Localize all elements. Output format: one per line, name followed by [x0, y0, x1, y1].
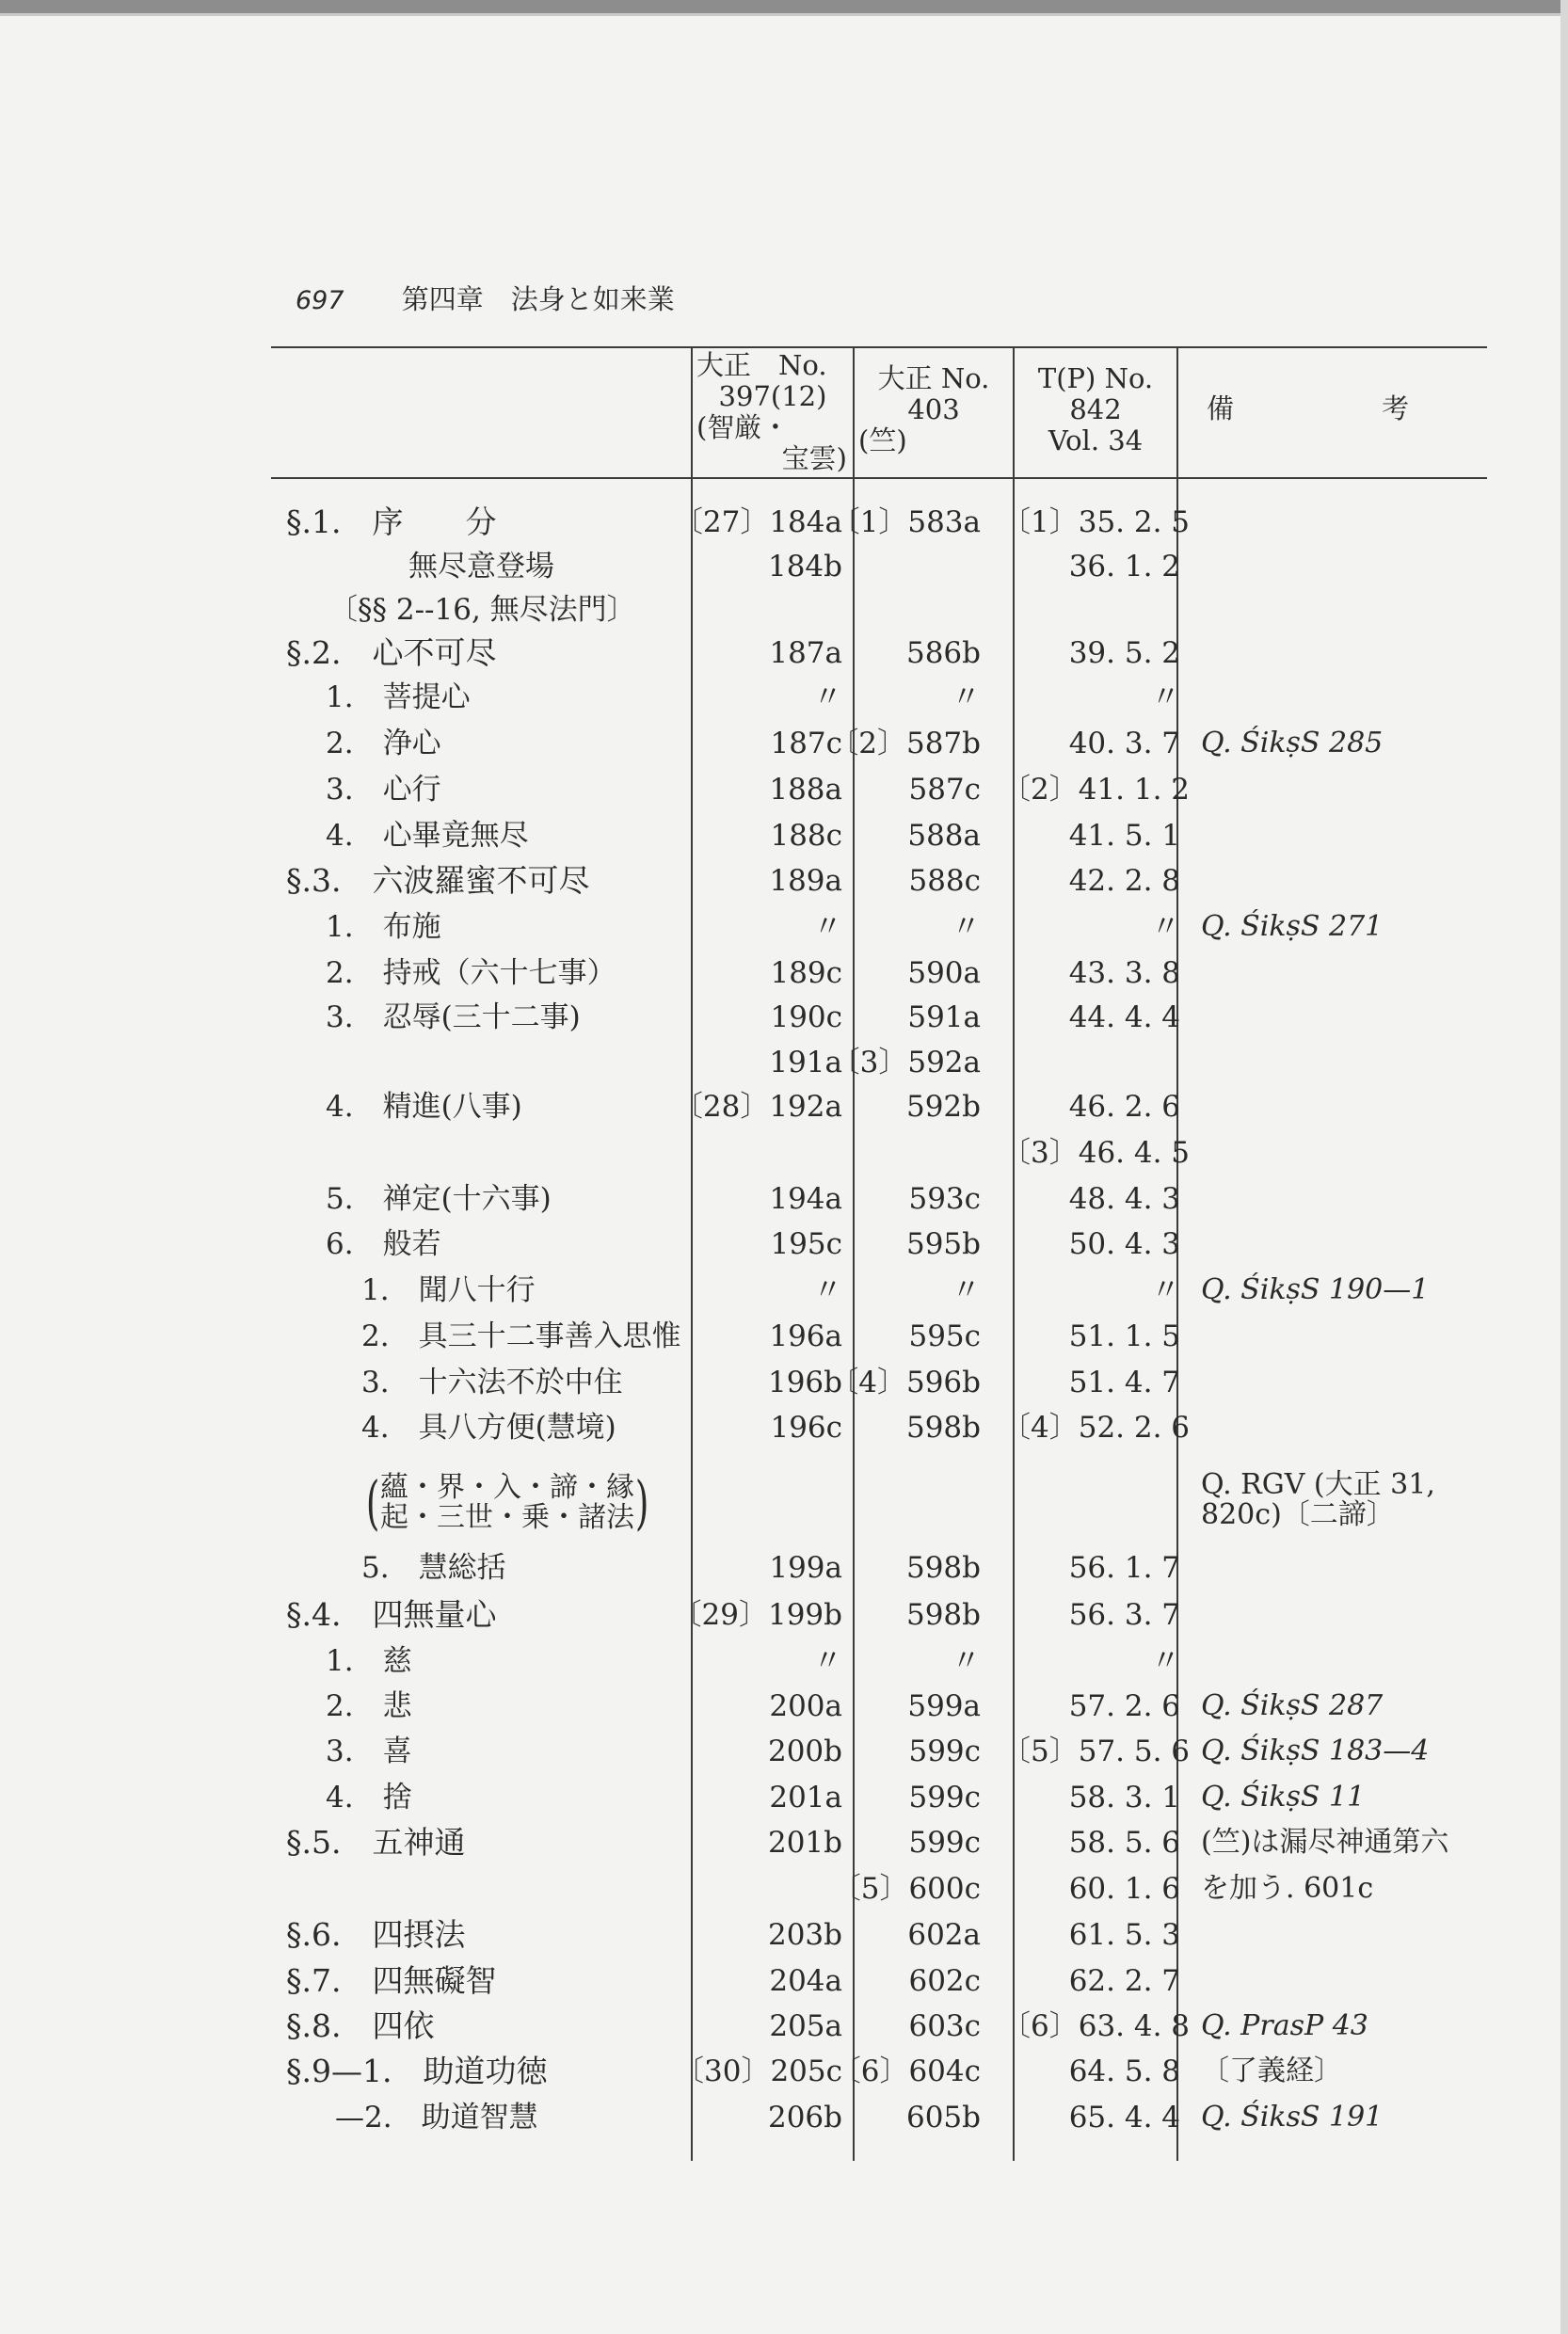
col1-ref: 204a [769, 1964, 842, 1998]
col3-ref: 51. 4. 7 [1068, 1366, 1180, 1399]
col3-ref: 58. 3. 1 [1068, 1781, 1180, 1814]
col1-ref: 189c [770, 956, 842, 990]
note: Q. ŚikṣS 190—1 [1201, 1273, 1430, 1306]
row-label: §.3. 六波羅蜜不可尽 [286, 862, 590, 899]
note: Q. ŚiksS 191 [1201, 2101, 1384, 2134]
col3-ref: 44. 4. 4 [1068, 1000, 1180, 1034]
note: 〔了義経〕 [1201, 2054, 1342, 2087]
col3-ref: 48. 4. 3 [1068, 1182, 1180, 1216]
row-label: 3. 心行 [326, 773, 441, 807]
row-label: —2. 助道智慧 [335, 2101, 538, 2134]
col3-ref: 56. 1. 7 [1068, 1551, 1180, 1585]
col3-ref: 〃 [1151, 910, 1180, 944]
col2-ref: 598b [905, 1598, 981, 1632]
note: Q. ŚikṣS 271 [1201, 910, 1384, 943]
col3-ref: 60. 1. 6 [1068, 1872, 1180, 1906]
col2-ref: 〔1〕583a [830, 505, 981, 539]
col1-ref: 188a [769, 773, 842, 807]
row-label: 2. 浄心 [326, 727, 441, 760]
col2-ref: 〃 [952, 910, 981, 944]
col3-ref: 57. 2. 6 [1068, 1689, 1180, 1723]
col1-ref: 206b [767, 2101, 842, 2134]
col1-ref: 〃 [813, 1273, 842, 1307]
col3-ref: 41. 5. 1 [1068, 819, 1180, 853]
col3-ref: 〔5〕57. 5. 6 [1001, 1735, 1191, 1768]
col1-ref: 〔30〕205c [675, 2054, 842, 2088]
table-top-rule [271, 346, 1487, 348]
col2-ref: 〔5〕600c [831, 1872, 981, 1906]
col2-ref: 591a [907, 1000, 981, 1034]
row-label: 4. 具八方便(慧境) [361, 1411, 616, 1445]
rgv-note [1201, 1470, 1435, 1530]
col2-ref: 599a [907, 1689, 981, 1723]
col1-ref: 184b [767, 550, 842, 584]
row-label: 6. 般若 [326, 1227, 441, 1261]
col1-header-line: 宝雲) [781, 442, 847, 474]
col1-ref: 191a [769, 1046, 842, 1079]
col2-ref: 602a [907, 1918, 981, 1952]
col3-ref: 36. 1. 2 [1068, 550, 1180, 584]
col2-ref: 599c [908, 1826, 981, 1860]
col3-header-line: 842 [1069, 393, 1122, 425]
row-label: 4. 捨 [326, 1781, 412, 1814]
row-label: §.9—1. 助道功徳 [286, 2053, 548, 2089]
scan-top-edge [0, 0, 1568, 13]
col1-ref: 201b [767, 1826, 842, 1860]
col1-ref: 187c [770, 727, 842, 760]
col3-ref: 〔2〕41. 1. 2 [1001, 773, 1191, 807]
col3-ref: 〔4〕52. 2. 6 [1001, 1411, 1191, 1445]
col2-ref: 593c [908, 1182, 981, 1216]
chapter-title: 第四章 法身と如来業 [401, 283, 675, 315]
row-label: 5. 禅定(十六事) [326, 1182, 552, 1216]
row-label: 2. 具三十二事善入思惟 [361, 1319, 681, 1353]
col2-ref: 588c [908, 864, 981, 898]
note: (竺)は漏尽神通第六 [1201, 1826, 1449, 1859]
col1-ref: 194a [769, 1182, 842, 1216]
note: Q. PrasP 43 [1201, 2009, 1368, 2042]
col3-ref: 56. 3. 7 [1068, 1598, 1180, 1632]
page-header [296, 279, 675, 317]
col1-ref: 203b [767, 1918, 842, 1952]
note: を加う. 601c [1201, 1872, 1374, 1905]
row-label: 4. 精進(八事) [326, 1090, 522, 1124]
row-label: §.4. 四無量心 [286, 1596, 497, 1633]
row-label: 3. 十六法不於中住 [361, 1366, 623, 1399]
col3-ref: 〃 [1151, 1644, 1180, 1678]
note: Q. ŚikṣS 285 [1201, 727, 1384, 759]
col2-ref: 598b [905, 1551, 981, 1585]
row-label: 2. 持戒（六十七事） [326, 956, 616, 990]
col1-header-line: 大正 No. [696, 349, 827, 381]
col3-ref: 〃 [1151, 1273, 1180, 1307]
col2-header-line: (竺) [858, 424, 907, 456]
note: Q. ŚikṣS 287 [1201, 1689, 1384, 1722]
col2-ref: 603c [908, 2009, 981, 2043]
col1-ref: 〃 [813, 910, 842, 944]
col3-ref: 〃 [1151, 680, 1180, 714]
col3-ref: 61. 5. 3 [1068, 1918, 1180, 1952]
col3-header-line: Vol. 34 [1048, 424, 1144, 456]
col2-ref: 〃 [952, 1644, 981, 1678]
col1-ref: 〔28〕192a [673, 1090, 842, 1124]
col2-ref: 586b [905, 636, 981, 670]
paren-open: ( [365, 1468, 380, 1537]
row-label: 1. 布施 [326, 910, 441, 944]
col1-header-line: (智厳・ [696, 411, 790, 443]
col3-ref: 〔1〕35. 2. 5 [1001, 505, 1191, 539]
col3-ref: 58. 5. 6 [1068, 1826, 1180, 1860]
row-label: 1. 聞八十行 [361, 1273, 536, 1307]
row-label: §.2. 心不可尽 [286, 634, 497, 671]
row-label: 2. 悲 [326, 1689, 412, 1723]
paren-list-line: 蘊・界・入・諦・縁 [380, 1471, 634, 1504]
col3-ref: 43. 3. 8 [1068, 956, 1180, 990]
col3-ref: 51. 1. 5 [1068, 1319, 1180, 1353]
scan-right-edge [1560, 0, 1568, 2334]
col3-ref: 65. 4. 4 [1068, 2101, 1180, 2134]
col1-ref: 〃 [813, 1644, 842, 1678]
row-label: 1. 慈 [326, 1644, 412, 1678]
col2-ref: 599c [908, 1781, 981, 1814]
col2-ref: 〔4〕596b [829, 1366, 981, 1399]
col1-ref: 196b [767, 1366, 842, 1399]
note: Q. ŚikṣS 11 [1201, 1781, 1366, 1814]
col1-ref: 190c [770, 1000, 842, 1034]
row-label: 4. 心畢竟無尽 [326, 819, 529, 853]
col3-ref: 64. 5. 8 [1068, 2054, 1180, 2088]
paren-list-line: 起・三世・乗・諸法 [380, 1501, 634, 1534]
col2-header-line: 大正 No. [877, 362, 990, 394]
col2-ref: 590a [907, 956, 981, 990]
col3-ref: 42. 2. 8 [1068, 864, 1180, 898]
col1-ref: 〃 [813, 680, 842, 714]
rgv-note-line: Q. RGV (大正 31, [1201, 1468, 1435, 1501]
col1-header-line: 397(12) [718, 380, 827, 412]
col3-ref: 46. 2. 6 [1068, 1090, 1180, 1124]
col3-ref: 62. 2. 7 [1068, 1964, 1180, 1998]
col2-ref: 599c [908, 1735, 981, 1768]
col2-ref: 587c [908, 773, 981, 807]
col2-ref: 〃 [952, 680, 981, 714]
row-label: 5. 慧総括 [361, 1551, 506, 1585]
col2-ref: 605b [905, 2101, 981, 2134]
col2-ref: 592b [905, 1090, 981, 1124]
col1-header [695, 350, 851, 474]
col1-ref: 〔29〕199b [672, 1598, 842, 1632]
col3-ref: 〔6〕63. 4. 8 [1001, 2009, 1191, 2043]
col3-header [1016, 363, 1175, 456]
col1-ref: 187a [769, 636, 842, 670]
col1-ref: 189a [769, 864, 842, 898]
col1-ref: 195c [770, 1227, 842, 1261]
col3-ref: 40. 3. 7 [1068, 727, 1180, 760]
row-label: §.5. 五神通 [286, 1824, 466, 1861]
col1-ref: 200b [767, 1735, 842, 1768]
col2-ref: 〔3〕592a [830, 1046, 981, 1079]
col1-ref: 〔27〕184a [673, 505, 842, 539]
row-label: 無尽意登場 [408, 550, 554, 584]
row-label: 1. 菩提心 [326, 680, 471, 714]
col3-ref: 〔3〕46. 4. 5 [1001, 1136, 1191, 1170]
note: Q. ŚikṣS 183—4 [1201, 1735, 1430, 1767]
col2-ref: 〔6〕604c [831, 2054, 981, 2088]
row-label: §.1. 序 分 [286, 504, 497, 540]
scan-top-edge-shadow [0, 13, 1568, 16]
col1-ref: 200a [769, 1689, 842, 1723]
col2-ref: 588a [907, 819, 981, 853]
row-label: 〔§§ 2--16, 無尽法門〕 [328, 593, 636, 627]
row-label: §.6. 四摂法 [286, 1916, 466, 1953]
col2-header [856, 363, 1011, 456]
row-label: 3. 喜 [326, 1735, 412, 1768]
col2-ref: 〔2〕587b [829, 727, 981, 760]
col2-ref: 595c [908, 1319, 981, 1353]
col2-header-line: 403 [907, 393, 960, 425]
col3-ref: 39. 5. 2 [1068, 636, 1180, 670]
row-label: §.7. 四無礙智 [286, 1962, 497, 1999]
col1-ref: 196c [770, 1411, 842, 1445]
col1-ref: 188c [770, 819, 842, 853]
col4-header: 備 考 [1207, 392, 1412, 424]
table-header-rule [271, 477, 1487, 479]
row-label: 3. 忍辱(三十二事) [326, 1000, 581, 1034]
col2-ref: 598b [905, 1411, 981, 1445]
rgv-note-line: 820c)〔二諦〕 [1201, 1498, 1395, 1531]
col2-ref: 602c [908, 1964, 981, 1998]
col1-ref: 199a [769, 1551, 842, 1585]
page-number: 697 [296, 286, 344, 315]
col2-ref: 〃 [952, 1273, 981, 1307]
col1-ref: 205a [769, 2009, 842, 2043]
col1-ref: 196a [769, 1319, 842, 1353]
row-label: §.8. 四依 [286, 2007, 435, 2044]
paren-list [365, 1468, 649, 1537]
col2-ref: 595b [905, 1227, 981, 1261]
col1-ref: 201a [769, 1781, 842, 1814]
col3-header-line: T(P) No. [1037, 362, 1154, 394]
paren-close: ) [634, 1468, 649, 1537]
col3-ref: 50. 4. 3 [1068, 1227, 1180, 1261]
